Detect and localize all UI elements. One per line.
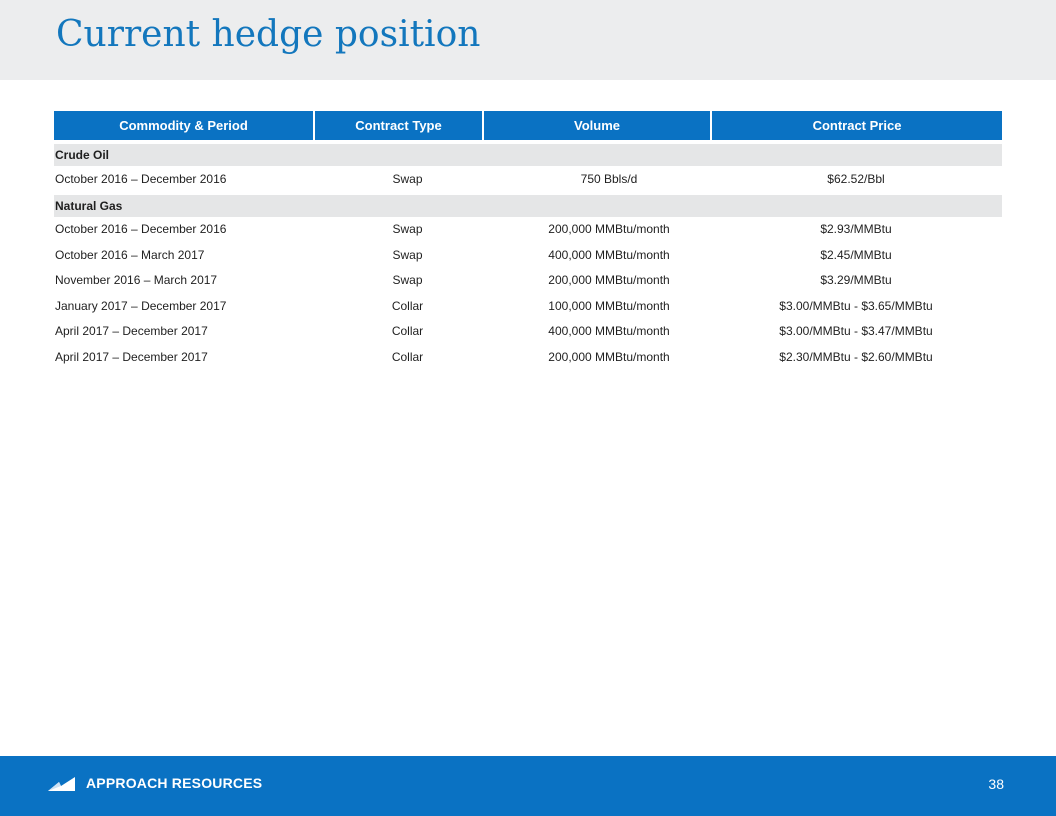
cell-volume: 400,000 MMBtu/month — [548, 247, 670, 262]
cell-period: October 2016 – December 2016 — [55, 171, 227, 186]
table-row — [54, 293, 1002, 319]
page-title: Current hedge position — [56, 14, 481, 55]
cell-price: $62.52/Bbl — [827, 171, 885, 186]
cell-volume: 200,000 MMBtu/month — [548, 273, 670, 288]
header-contract-type: Contract Type — [314, 111, 483, 140]
hedge-table — [54, 111, 1002, 370]
cell-period: April 2017 – December 2017 — [55, 349, 208, 364]
header-commodity-period: Commodity & Period — [54, 111, 314, 140]
cell-price: $2.30/MMBtu - $2.60/MMBtu — [779, 349, 933, 364]
approach-logo-icon — [48, 777, 76, 791]
cell-type: Swap — [392, 222, 423, 237]
section-label: Crude Oil — [54, 144, 1002, 166]
cell-volume: 400,000 MMBtu/month — [548, 324, 670, 339]
footer-band — [0, 756, 1056, 816]
cell-type: Collar — [391, 298, 424, 313]
cell-type: Collar — [391, 324, 424, 339]
section-label: Natural Gas — [54, 195, 1002, 217]
cell-price: $3.29/MMBtu — [820, 273, 892, 288]
cell-price: $2.45/MMBtu — [820, 247, 892, 262]
cell-type: Swap — [392, 247, 423, 262]
table-row — [54, 242, 1002, 268]
table-row — [54, 344, 1002, 370]
table-row — [54, 319, 1002, 345]
page-number: 38 — [988, 776, 1004, 792]
table-row — [54, 268, 1002, 294]
header-contract-price: Contract Price — [711, 111, 1002, 140]
cell-type: Collar — [391, 349, 424, 364]
cell-volume: 200,000 MMBtu/month — [548, 349, 670, 364]
title-band — [0, 0, 1056, 80]
company-name: APPROACH RESOURCES — [86, 775, 263, 791]
cell-price: $3.00/MMBtu - $3.47/MMBtu — [779, 324, 933, 339]
section-crude-oil — [54, 144, 1002, 166]
cell-price: $3.00/MMBtu - $3.65/MMBtu — [779, 298, 933, 313]
cell-type: Swap — [392, 171, 423, 186]
cell-period: April 2017 – December 2017 — [55, 324, 208, 339]
cell-type: Swap — [392, 273, 423, 288]
table-row — [54, 217, 1002, 243]
section-natural-gas — [54, 195, 1002, 217]
cell-volume: 100,000 MMBtu/month — [548, 298, 670, 313]
cell-period: October 2016 – March 2017 — [55, 247, 205, 262]
cell-period: January 2017 – December 2017 — [55, 298, 227, 313]
table-header-row — [54, 111, 1002, 140]
cell-volume: 200,000 MMBtu/month — [548, 222, 670, 237]
cell-price: $2.93/MMBtu — [820, 222, 892, 237]
table-row — [54, 166, 1002, 192]
header-volume: Volume — [483, 111, 711, 140]
cell-period: October 2016 – December 2016 — [55, 222, 227, 237]
cell-volume: 750 Bbls/d — [580, 171, 638, 186]
cell-period: November 2016 – March 2017 — [55, 273, 218, 288]
